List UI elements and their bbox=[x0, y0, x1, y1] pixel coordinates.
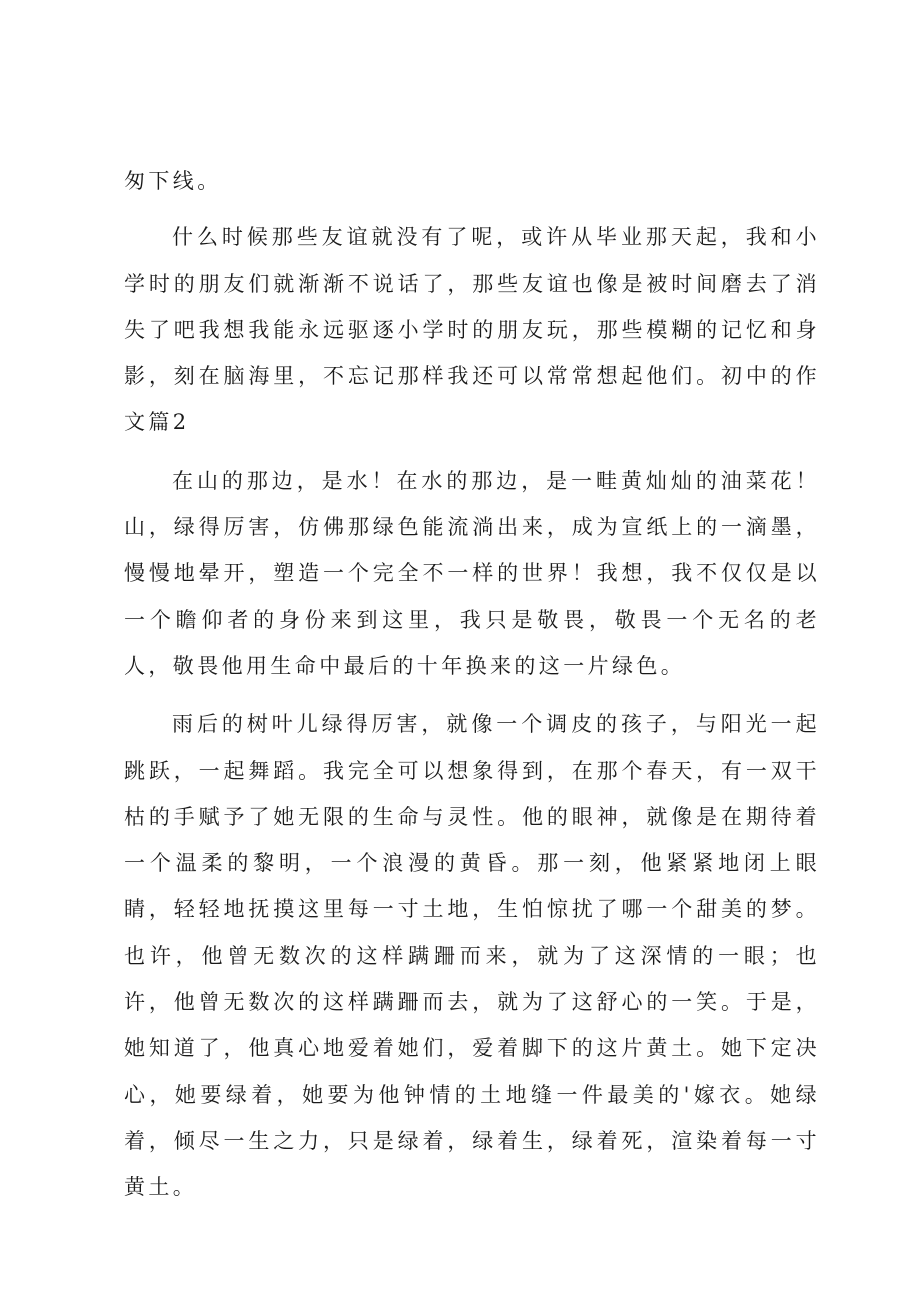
paragraph-continuation: 匆下线。 bbox=[124, 169, 222, 193]
paragraph-friendship: 什么时候那些友谊就没有了呢，或许从毕业那天起，我和小学时的朋友们就渐渐不说话了，那些友谊也像是被时间磨去了消失了吧我想我能永远驱逐小学时的朋友玩，那些模糊的记忆和身影，刻在脑海里，不忘记那样我还可以常常想起他们。初中的作文篇2 bbox=[124, 225, 820, 435]
paragraph-rain-leaves: 雨后的树叶儿绿得厉害，就像一个调皮的孩子，与阳光一起跳跃，一起舞蹈。我完全可以想象得到，在那个春天，有一双干枯的手赋予了她无限的生命与灵性。他的眼神，就像是在期待着一个温柔的黎明，一个浪漫的黄昏。那一刻，他紧紧地闭上眼睛，轻轻地抚摸这里每一寸土地，生怕惊扰了哪一个甜美的梦。也许，他曾无数次的这样蹒跚而来，就为了这深情的一眼；也许，他曾无数次的这样蹒跚而去，就为了这舒心的一笑。于是，她知道了，他真心地爱着她们，爱着脚下的这片黄土。她下定决心，她要绿着，她要为他钟情的土地缝一件最美的'嫁衣。她绿着，倾尽一生之力，只是绿着，绿着生，绿着死，渲染着每一寸黄土。 bbox=[124, 712, 820, 1200]
paragraph-mountain: 在山的那边，是水！在水的那边，是一畦黄灿灿的油菜花！山，绿得厉害，仿佛那绿色能流淌出来，成为宣纸上的一滴墨，慢慢地晕开，塑造一个完全不一样的世界！我想，我不仅仅是以一个瞻仰者的身份来到这里，我只是敬畏，敬畏一个无名的老人，敬畏他用生命中最后的十年换来的这一片绿色。 bbox=[124, 468, 820, 678]
